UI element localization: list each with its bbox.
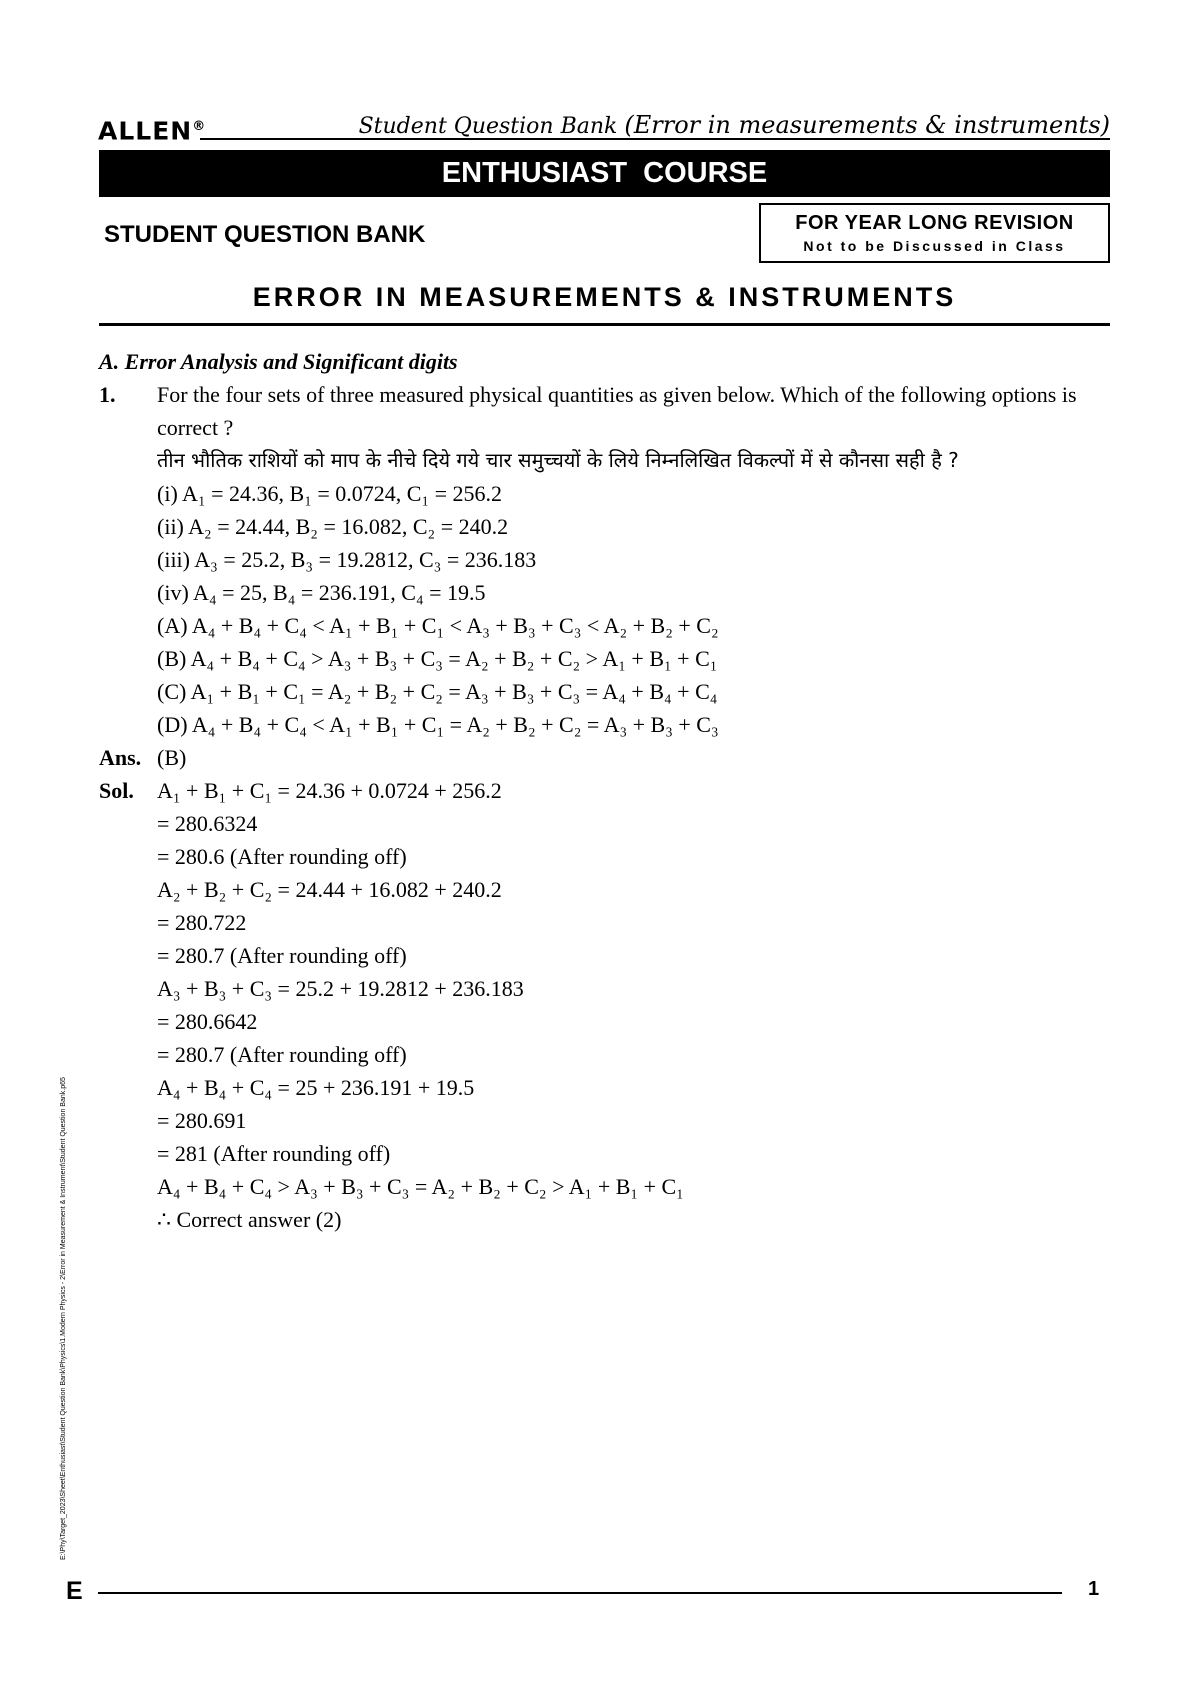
subheading: STUDENT QUESTION BANK (104, 221, 426, 248)
header-title-small: Student Question Bank (358, 114, 618, 139)
set-text: (i) A₁ = 24.36, B₁ = 0.0724, C₁ = 256.2 (157, 481, 503, 506)
answer-label: Ans. (99, 745, 142, 770)
solution-label: Sol. (99, 778, 134, 803)
solution-line (99, 1038, 1110, 1071)
solution-line (99, 840, 1110, 873)
solution-text: A₂ + B₂ + C₂ = 24.44 + 16.082 + 240.2 (157, 877, 502, 902)
option-line (99, 675, 1110, 708)
set-text: (iv) A₄ = 25, B₄ = 236.191, C₄ = 19.5 (157, 580, 486, 605)
page-title: ERROR IN MEASUREMENTS & INSTRUMENTS (252, 282, 957, 312)
set-line (99, 477, 1110, 510)
section-heading: A. Error Analysis and Significant digits (99, 349, 458, 374)
solution-text: A₄ + B₄ + C₄ > A₃ + B₃ + C₃ = A₂ + B₂ + C₂ > A₁ + B₁ + C₁ (157, 1174, 684, 1199)
question-text-en: For the four sets of three measured physical quantities as given below. Which of the following options is correct ? (157, 382, 1077, 440)
section-heading-row (99, 345, 1110, 378)
solution-text: = 280.7 (After rounding off) (157, 943, 407, 968)
answer-value: (B) (157, 745, 187, 770)
question-text-hi: तीन भौतिक राशियों को माप के नीचे दिये गये चार समुच्चयों के लिये निम्नलिखित विकल्पों में से कौनसा सही है ? (157, 448, 959, 472)
option-line (99, 642, 1110, 675)
solution-text: = 281 (After rounding off) (157, 1141, 391, 1166)
file-path-text: E:\Phy\Target_2023\Sheet\Enthusiast\Student Question Bank\Physics\1.Modern Physics - 2\Error in Measurement & Instrument\Student Question Bank.p65 (60, 1077, 67, 1560)
solution-text: A₁ + B₁ + C₁ = 24.36 + 0.0724 + 256.2 (157, 778, 502, 803)
content (99, 345, 1110, 1236)
option-a: (A) A₄ + B₄ + C₄ < A₁ + B₁ + C₁ < A₃ + B₃ + C₃ < A₂ + B₂ + C₂ (157, 613, 719, 638)
solution-line (99, 1104, 1110, 1137)
solution-line (99, 873, 1110, 906)
set-line (99, 576, 1110, 609)
footer-rule (98, 1592, 1062, 1594)
solution-text: = 280.6 (After rounding off) (157, 844, 407, 869)
solution-text: A₄ + B₄ + C₄ = 25 + 236.191 + 19.5 (157, 1075, 475, 1100)
header-title-big: (Error in measurements & instruments) (624, 111, 1110, 139)
solution-text: A₃ + B₃ + C₃ = 25.2 + 19.2812 + 236.183 (157, 976, 524, 1001)
solution-line (99, 939, 1110, 972)
question-row (99, 378, 1110, 444)
solution-text: = 280.691 (157, 1108, 247, 1133)
solution-text: = 280.6324 (157, 811, 258, 836)
solution-line (99, 906, 1110, 939)
set-line (99, 543, 1110, 576)
solution-line (99, 1005, 1110, 1038)
title-rule (99, 323, 1110, 326)
revision-box-line1: FOR YEAR LONG REVISION (795, 212, 1074, 234)
revision-box (759, 203, 1110, 263)
solution-line (99, 1137, 1110, 1170)
solution-line (99, 972, 1110, 1005)
solution-text: ∴ Correct answer (2) (157, 1207, 342, 1232)
solution-line (99, 807, 1110, 840)
option-line (99, 708, 1110, 741)
set-text: (ii) A₂ = 24.44, B₂ = 16.082, C₂ = 240.2 (157, 514, 509, 539)
footer-letter: E (66, 1577, 83, 1605)
solution-text: = 280.722 (157, 910, 247, 935)
option-b: (B) A₄ + B₄ + C₄ > A₃ + B₃ + C₃ = A₂ + B₂ + C₂ > A₁ + B₁ + C₁ (157, 646, 718, 671)
course-banner: ENTHUSIAST COURSE (99, 150, 1110, 197)
answer-row (99, 741, 1110, 774)
set-text: (iii) A₃ = 25.2, B₃ = 19.2812, C₃ = 236.183 (157, 547, 537, 572)
solution-text: = 280.6642 (157, 1009, 258, 1034)
solution-line (99, 774, 1110, 807)
solution-line (99, 1071, 1110, 1104)
header-rule (200, 138, 1110, 140)
option-line (99, 609, 1110, 642)
question-hindi-row (99, 444, 1110, 477)
solution-line (99, 1203, 1110, 1236)
question-number: 1. (99, 382, 116, 407)
revision-box-line2: Not to be Discussed in Class (803, 238, 1066, 254)
solution-line (99, 1170, 1110, 1203)
page-number: 1 (1088, 1578, 1100, 1600)
allen-logo: ALLEN® (98, 116, 207, 146)
option-c: (C) A₁ + B₁ + C₁ = A₂ + B₂ + C₂ = A₃ + B₃ + C₃ = A₄ + B₄ + C₄ (157, 679, 718, 704)
solution-text: = 280.7 (After rounding off) (157, 1042, 407, 1067)
set-line (99, 510, 1110, 543)
option-d: (D) A₄ + B₄ + C₄ < A₁ + B₁ + C₁ = A₂ + B₂ + C₂ = A₃ + B₃ + C₃ (157, 712, 719, 737)
